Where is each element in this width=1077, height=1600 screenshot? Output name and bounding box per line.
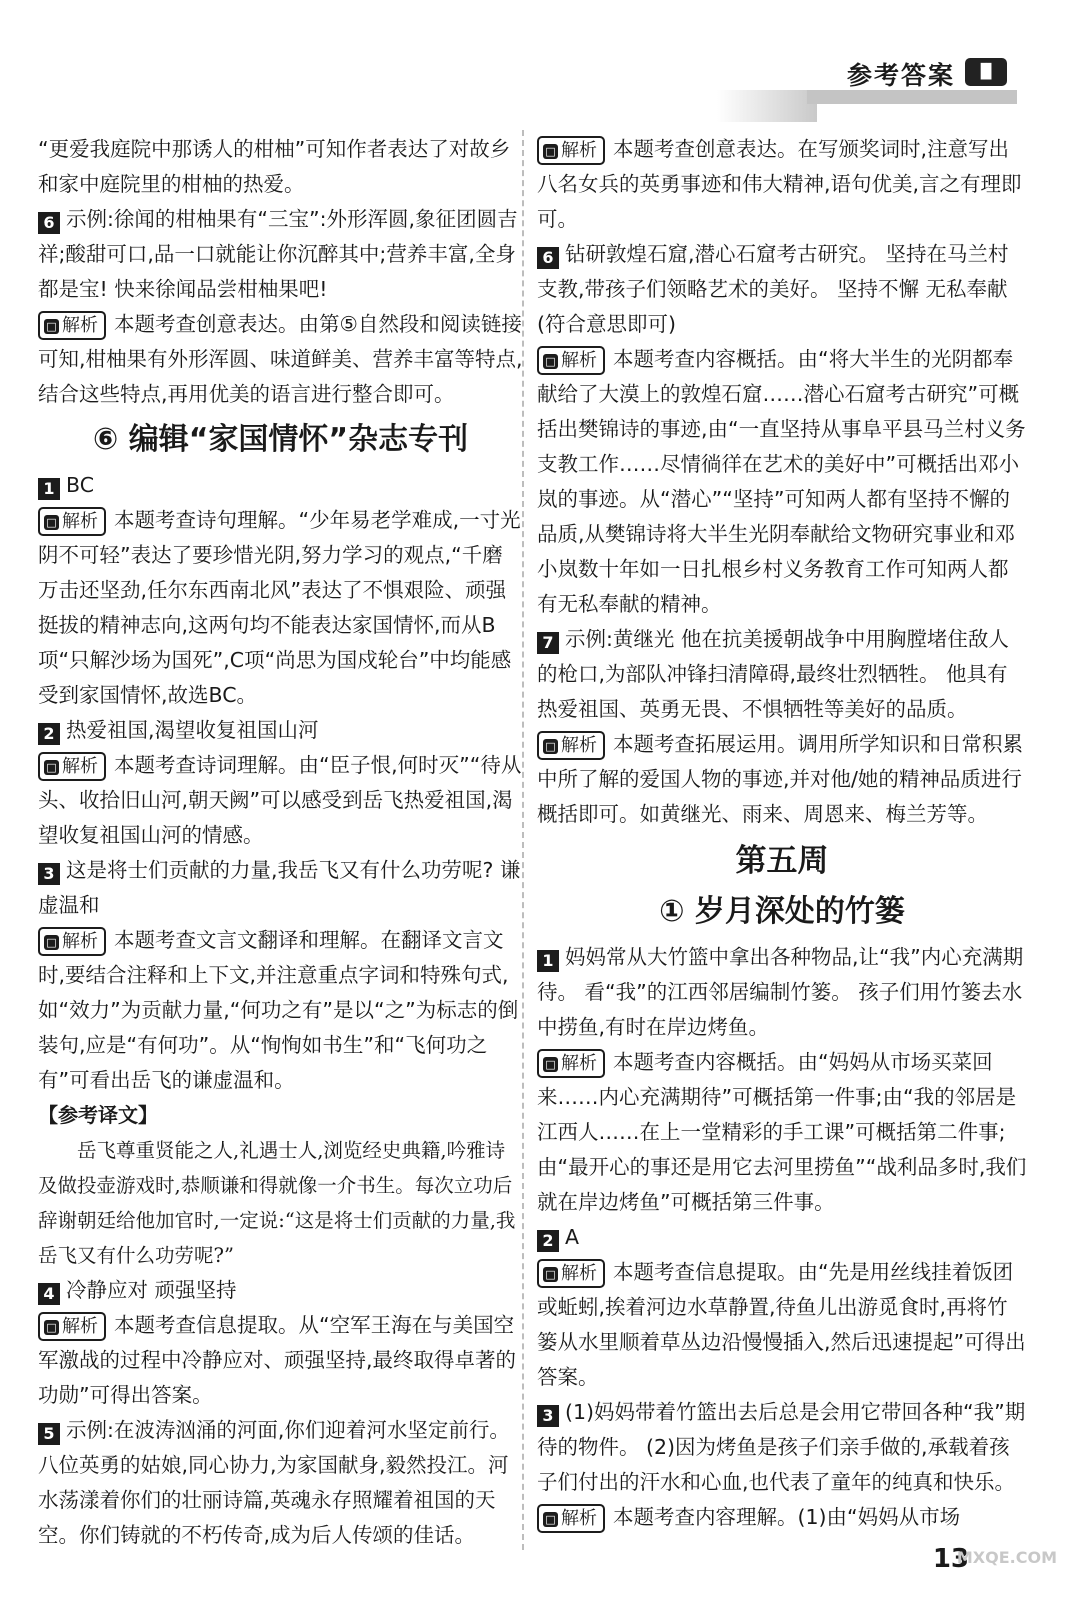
header-title: 参考答案: [846, 61, 955, 90]
analysis-text: 本题考查创意表达。在写颁奖词时,注意写出八名女兵的英勇事迹和伟大精神,语句优美,言之有理即可。: [537, 137, 1022, 231]
question-number: 1: [537, 950, 559, 972]
question-number: 3: [38, 863, 60, 885]
answer-text: 示例:在波涛汹涌的河面,你们迎着河水坚定前行。八位英勇的姑娘,同心协力,为家国献身,毅然投江。河水荡漾着你们的壮丽诗篇,英魂永存照耀着祖国的天空。你们铸就的不朽传奇,成为后人传颂的佳话。: [38, 1418, 510, 1547]
week-title: 第五周: [735, 843, 829, 879]
analysis-icon: □: [543, 354, 558, 369]
question-number: 7: [537, 632, 559, 654]
analysis-text: 本题考查内容理解。(1)由“妈妈从市场: [613, 1505, 961, 1529]
analysis-label: 解析: [62, 756, 98, 777]
analysis-badge: [38, 752, 106, 781]
answer-item: [537, 1220, 1027, 1255]
analysis-badge: [38, 927, 106, 956]
analysis-icon: □: [44, 515, 59, 530]
analysis-text: 本题考查信息提取。从“空军王海在与美国空军激战的过程中冷静应对、顽强坚持,最终取得卓著的功勋”可得出答案。: [38, 1313, 517, 1407]
answer-item: [537, 1395, 1027, 1500]
answer-text: 钻研敦煌石窟,潜心石窟考古研究。 坚持在马兰村支教,带孩子们领略艺术的美好。 坚持不懈 无私奉献(符合意思即可): [537, 242, 1009, 336]
analysis-label: 解析: [561, 1508, 597, 1529]
analysis-badge: [537, 1259, 605, 1288]
answer-text: 冷静应对 顽强坚持: [66, 1278, 237, 1302]
answer-text: 示例:徐闻的柑柚果有“三宝”:外形浑圆,象征团圆吉祥;酸甜可口,品一口就能让你沉醉其中;营养丰富,全身都是宝! 快来徐闻品尝柑柚果吧!: [38, 207, 518, 301]
question-number: 6: [537, 247, 559, 269]
answer-text: A: [565, 1225, 580, 1249]
analysis-item: [537, 727, 1027, 832]
analysis-badge: [38, 507, 106, 536]
page-header: [717, 54, 1017, 122]
analysis-label: 解析: [62, 511, 98, 532]
analysis-label: 解析: [561, 140, 597, 161]
analysis-text: 本题考查文言文翻译和理解。在翻译文言文时,要结合注释和上下文,并注意重点字词和特殊句式,如“效力”为贡献力量,“何功之有”是以“之”为标志的倒装句,应是“有何功”。从“恂恂如书生”和“飞何功之有”可看出岳飞的谦虚温和。: [38, 928, 519, 1092]
analysis-badge: [537, 136, 605, 165]
header-gradient-decoration: [717, 90, 817, 122]
analysis-label: 解析: [561, 1263, 597, 1284]
answer-text: BC: [66, 473, 95, 497]
analysis-item: [537, 342, 1027, 622]
analysis-label: 解析: [561, 1053, 597, 1074]
analysis-text: 本题考查诗句理解。“少年易老学难成,一寸光阴不可轻”表达了要珍惜光阴,努力学习的观点,“千磨万击还坚劲,任尔东西南北风”表达了不惧艰险、顽强挺拔的精神志向,这两句均不能表达家国情怀,而从B项“只解沙场为国死”,C项“尚思为国戍轮台”中均能感受到家国情怀,故选BC。: [38, 508, 521, 707]
analysis-text: 本题考查拓展运用。调用所学知识和日常积累中所了解的爱国人物的事迹,并对他/她的精神品质进行概括即可。如黄继光、雨来、周恩来、梅兰芳等。: [537, 732, 1023, 826]
section-title: ① 岁月深处的竹篓: [659, 894, 905, 929]
answer-text: 热爱祖国,渴望收复祖国山河: [66, 718, 319, 742]
question-number: 1: [38, 478, 60, 500]
analysis-icon: □: [44, 935, 59, 950]
answer-item: [38, 468, 523, 503]
answer-item: [38, 853, 523, 923]
analysis-icon: □: [44, 760, 59, 775]
analysis-icon: □: [543, 1512, 558, 1527]
left-column: [38, 132, 523, 1553]
analysis-label: 解析: [62, 931, 98, 952]
analysis-label: 解析: [561, 350, 597, 371]
analysis-item: [38, 307, 523, 412]
answer-text: 示例:黄继光 他在抗美援朝战争中用胸膛堵住敌人的枪口,为部队冲锋扫清障碍,最终壮烈牺牲。 他具有热爱祖国、英勇无畏、不惧牺牲等美好的品质。: [537, 627, 1009, 721]
answer-item: [537, 622, 1027, 727]
right-column: [537, 132, 1027, 1535]
analysis-text: 本题考查诗词理解。由“臣子恨,何时灭”“待从头、收拾旧山河,朝天阙”可以感受到岳飞热爱祖国,渴望收复祖国山河的情感。: [38, 753, 522, 847]
answer-item: [537, 940, 1027, 1045]
analysis-item: [38, 748, 523, 853]
watermark-logo: MXQE.COM: [956, 1548, 1057, 1567]
translation-paragraph: 岳飞尊重贤能之人,礼遇士人,浏览经史典籍,吟雅诗及做投壶游戏时,恭顺谦和得就像一介书生。每次立功后辞谢朝廷给他加官时,一定说:“这是将士们贡献的力量,我岳飞又有什么功劳呢?”: [38, 1139, 516, 1267]
analysis-text: 本题考查创意表达。由第⑤自然段和阅读链接可知,柑柚果有外形浑圆、味道鲜美、营养丰富等特点,结合这些特点,再用优美的语言进行整合即可。: [38, 312, 523, 406]
analysis-text: 本题考查信息提取。由“先是用丝线挂着饭团或蚯蚓,挨着河边水草静置,待鱼儿出游觅食时,再将竹篓从水里顺着草丛边沿慢慢插入,然后迅速提起”可得出答案。: [537, 1260, 1026, 1389]
analysis-badge: [38, 1312, 106, 1341]
answer-item: [537, 237, 1027, 342]
analysis-item: [537, 132, 1027, 237]
question-number: 4: [38, 1283, 60, 1305]
analysis-icon: □: [44, 1320, 59, 1335]
answer-text: 这是将士们贡献的力量,我岳飞又有什么功劳呢? 谦虚温和: [38, 858, 521, 917]
analysis-badge: [537, 731, 605, 760]
answer-item: [38, 202, 523, 307]
answer-item: [38, 1413, 523, 1553]
analysis-badge: [537, 1049, 605, 1078]
analysis-badge: [38, 311, 106, 340]
question-number: 2: [38, 723, 60, 745]
analysis-item: [537, 1255, 1027, 1395]
page-number: 13: [932, 1544, 969, 1574]
answer-text: (1)妈妈带着竹篮出去后总是会用它带回各种“我”期待的物件。 (2)因为烤鱼是孩子们亲手做的,承载着孩子们付出的汗水和心血,也代表了童年的纯真和快乐。: [537, 1400, 1026, 1494]
header-bar-decoration: [807, 90, 1017, 104]
question-number: 5: [38, 1423, 60, 1445]
analysis-text: 本题考查内容概括。由“妈妈从市场买菜回来……内心充满期待”可概括第一件事;由“我的邻居是江西人……在上一堂精彩的手工课”可概括第二件事;由“最开心的事还是用它去河里捞鱼”“战利品多时,我们就在岸边烤鱼”可概括第三件事。: [537, 1050, 1027, 1214]
section-title: ⑥ 编辑“家国情怀”杂志专刊: [92, 422, 469, 457]
analysis-label: 解析: [561, 735, 597, 756]
question-number: 6: [38, 212, 60, 234]
answer-text: “更爱我庭院中那诱人的柑柚”可知作者表达了对故乡和家中庭院里的柑柚的热爱。: [38, 137, 511, 196]
analysis-icon: □: [543, 1057, 558, 1072]
reference-translation-heading: 【参考译文】: [38, 1103, 158, 1127]
analysis-icon: □: [543, 144, 558, 159]
analysis-item: [38, 923, 523, 1098]
analysis-icon: □: [543, 1267, 558, 1282]
analysis-item: [38, 503, 523, 713]
answer-item: [38, 1273, 523, 1308]
answer-item: [38, 713, 523, 748]
analysis-badge: [537, 1504, 605, 1533]
analysis-icon: □: [44, 319, 59, 334]
analysis-label: 解析: [62, 315, 98, 336]
analysis-item: [537, 1045, 1027, 1220]
analysis-badge: [537, 346, 605, 375]
analysis-text: 本题考查内容概括。由“将大半生的光阴都奉献给了大漠上的敦煌石窟……潜心石窟考古研究”可概括出樊锦诗的事迹,由“一直坚持从事阜平县马兰村义务支教工作……尽情徜徉在艺术的美好中”可概括出邓小岚的事迹。从“潜心”“坚持”可知两人都有坚持不懈的品质,从樊锦诗将大半生光阴奉献给文物研究事业和邓小岚数十年如一日扎根乡村义务教育工作可知两人都有无私奉献的精神。: [537, 347, 1026, 616]
answer-text: 妈妈常从大竹篮中拿出各种物品,让“我”内心充满期待。 看“我”的江西邻居编制竹篓。 孩子们用竹篓去水中捞鱼,有时在岸边烤鱼。: [537, 945, 1024, 1039]
analysis-item: [38, 1308, 523, 1413]
analysis-icon: □: [543, 739, 558, 754]
analysis-label: 解析: [62, 1316, 98, 1337]
question-number: 2: [537, 1230, 559, 1252]
book-icon: ▐▌: [965, 58, 1007, 86]
question-number: 3: [537, 1405, 559, 1427]
